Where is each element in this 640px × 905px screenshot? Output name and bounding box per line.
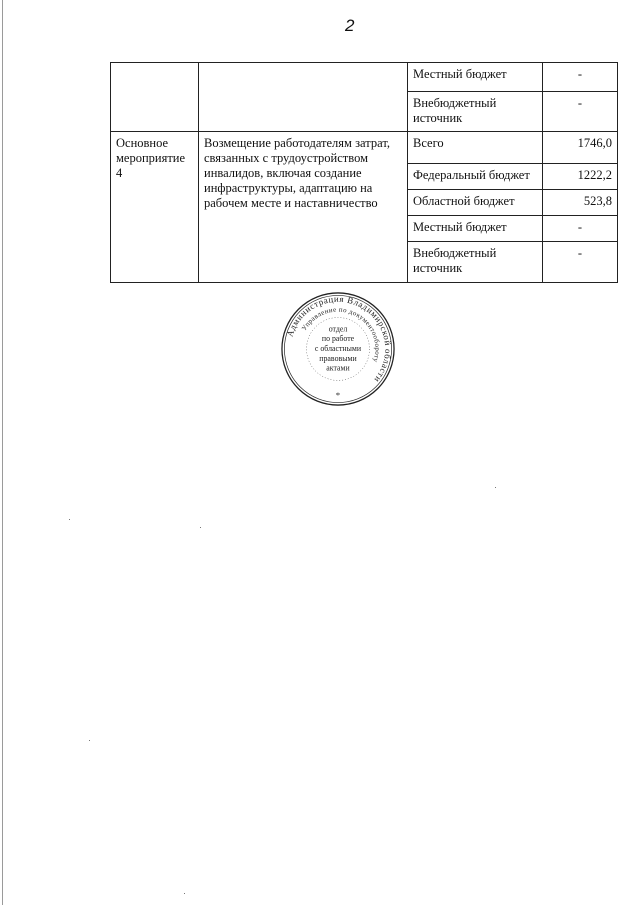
value-cell: 1746,0: [543, 132, 618, 164]
source-cell: Местный бюджет: [408, 216, 543, 242]
source-cell: Внебюджетный источник: [408, 92, 543, 132]
activity-description: Возмещение работодателям затрат, связанных с трудоустройством инвалидов, включая создание инфраструктуры, адаптацию на рабочем месте и наставничество: [199, 132, 408, 283]
stamp-center-line: актами: [326, 363, 350, 373]
scan-speck: [69, 519, 70, 520]
stamp-center-line: отдел: [328, 324, 348, 334]
value-cell: 523,8: [543, 190, 618, 216]
empty-cell: [111, 63, 199, 132]
scan-speck: [200, 527, 201, 528]
stamp-star-icon: *: [335, 390, 341, 401]
empty-cell: [199, 63, 408, 132]
scan-speck: [89, 740, 90, 741]
official-stamp: [279, 290, 397, 408]
scan-speck: [184, 893, 185, 894]
value-cell: 1222,2: [543, 164, 618, 190]
stamp-ring-text-inner: Управление по документообороту: [300, 306, 381, 364]
value-cell: -: [543, 216, 618, 242]
stamp-ring-text: Администрация Владимирской области: [284, 293, 394, 385]
stamp-center-line: правовыми: [319, 353, 357, 363]
table-row: [111, 63, 618, 92]
source-cell: Всего: [408, 132, 543, 164]
value-cell: -: [543, 63, 618, 92]
value-cell: -: [543, 242, 618, 283]
scan-edge-line: [2, 0, 3, 905]
stamp-center-line: с областными: [314, 343, 362, 353]
source-cell: Внебюджетный источник: [408, 242, 543, 283]
page-number: 2: [345, 16, 355, 35]
stamp-center-line: по работе: [321, 334, 355, 344]
source-cell: Местный бюджет: [408, 63, 543, 92]
table-row: [111, 132, 618, 164]
source-cell: Областной бюджет: [408, 190, 543, 216]
source-cell: Федеральный бюджет: [408, 164, 543, 190]
scan-speck: [495, 487, 496, 488]
value-cell: -: [543, 92, 618, 132]
funding-table: [110, 62, 618, 283]
activity-name: Основное мероприятие 4: [111, 132, 199, 283]
